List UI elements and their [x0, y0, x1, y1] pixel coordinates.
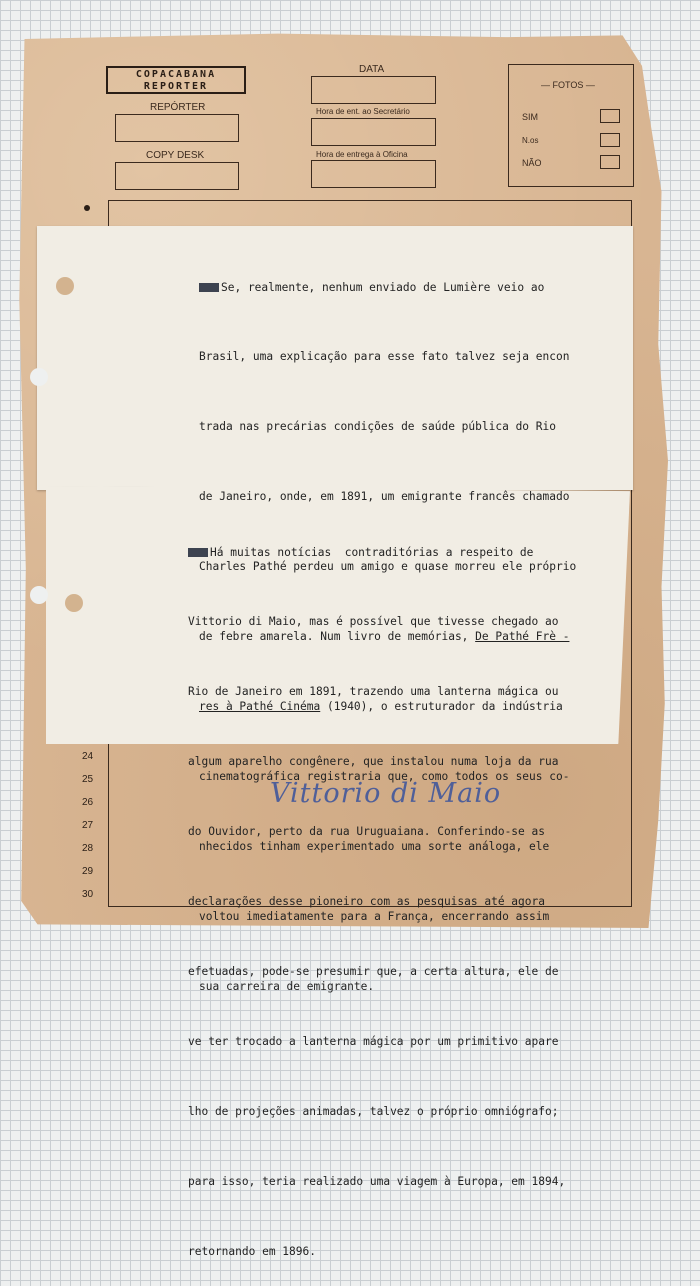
data-field	[311, 76, 436, 104]
line-number: 27	[82, 820, 94, 831]
clipping-2-line: declarações desse pioneiro com as pesquisas até agora	[188, 895, 545, 909]
reporter-field	[115, 114, 239, 142]
clipping-1-line: nhecidos tinham experimentado uma sorte análoga, ele	[199, 839, 550, 853]
clipping-1-line: voltou imediatamente para a França, encerrando assim	[199, 909, 550, 923]
clipping-1-line: Brasil, uma explicação para esse fato talvez seja encon	[199, 350, 570, 364]
clipping-1-line: cinematográfica registraria que, como todos os seus co-	[199, 769, 570, 783]
clipping-1-line: trada nas precárias condições de saúde pública do Rio	[199, 420, 556, 434]
clipping-2-line: para isso, teria realizado uma viagem à Europa, em 1894,	[188, 1174, 566, 1188]
fotos-label: — FOTOS —	[541, 80, 595, 90]
clipping-2-line: Rio de Janeiro em 1891, trazendo uma lanterna mágica ou	[188, 685, 559, 699]
punch-hole	[30, 368, 48, 386]
line-number: 29	[82, 866, 94, 877]
clipping-2-line: lho de projeções animadas, talvez o próprio omniógrafo;	[188, 1104, 559, 1118]
hora-oficina-field	[311, 160, 436, 188]
sim-checkbox	[600, 109, 620, 123]
clipping-2-line: do Ouvidor, perto da rua Uruguaiana. Conferindo-se as	[188, 825, 545, 839]
bullet-mark	[84, 205, 90, 211]
copacabana-reporter-logo	[106, 66, 246, 94]
clipping-2-line: Há muitas notícias contraditórias a respeito de	[210, 545, 534, 559]
book-title-part: res à Pathé Cinéma	[199, 699, 321, 713]
clipping-1-line: de Janeiro, onde, em 1891, um emigrante francês chamado	[199, 490, 570, 504]
book-title-part: De Pathé Frè -	[475, 630, 570, 644]
line-number: 24	[82, 751, 94, 762]
logo-line1: COPACABANA	[135, 69, 217, 80]
clipping-1-line: Se, realmente, nenhum enviado de Lumière veio ao	[221, 280, 545, 294]
sim-label: SIM	[522, 112, 539, 122]
handwritten-note: Vittorio di Maio	[270, 778, 502, 809]
clipping-1-line: (1940), o estruturador da indústria	[320, 699, 563, 713]
nao-checkbox	[600, 155, 620, 169]
nao-label: NÃO	[522, 158, 542, 168]
hora-secretario-field	[311, 118, 436, 146]
punch-hole	[65, 594, 83, 612]
line-number: 30	[82, 889, 94, 900]
data-label: DATA	[359, 64, 385, 75]
punch-hole	[30, 586, 48, 604]
hora-oficina-label: Hora de entrega à Oficina	[316, 150, 408, 159]
ink-mark	[188, 548, 208, 557]
clipping-1-line: de febre amarela. Num livro de memórias,	[199, 630, 476, 644]
logo-line2: REPORTER	[143, 81, 209, 92]
nos-checkbox	[600, 133, 620, 147]
line-number: 28	[82, 843, 94, 854]
clipping-2-line: Vittorio di Maio, mas é possível que tivesse chegado ao	[188, 615, 559, 629]
clipping-1-line: sua carreira de emigrante.	[199, 979, 375, 993]
copy-desk-label: COPY DESK	[146, 150, 205, 161]
hora-secretario-label: Hora de ent. ao Secretário	[316, 107, 410, 116]
clipping-1-line: Charles Pathé perdeu um amigo e quase morreu ele próprio	[199, 560, 577, 574]
line-number: 25	[82, 774, 94, 785]
copy-desk-field	[115, 162, 239, 190]
clipping-2-line: efetuadas, pode-se presumir que, a certa altura, ele de	[188, 964, 559, 978]
clipping-2-line: ve ter trocado a lanterna mágica por um primitivo apare	[188, 1034, 559, 1048]
ink-mark	[199, 283, 219, 292]
reporter-label: REPÓRTER	[150, 102, 206, 113]
clipping-2-line: retornando em 1896.	[188, 1244, 316, 1258]
punch-hole	[56, 277, 74, 295]
nos-label: N.os	[522, 136, 539, 145]
clipping-2-text	[188, 494, 565, 1286]
line-number: 26	[82, 797, 94, 808]
clipping-2-line: algum aparelho congênere, que instalou numa loja da rua	[188, 755, 559, 769]
